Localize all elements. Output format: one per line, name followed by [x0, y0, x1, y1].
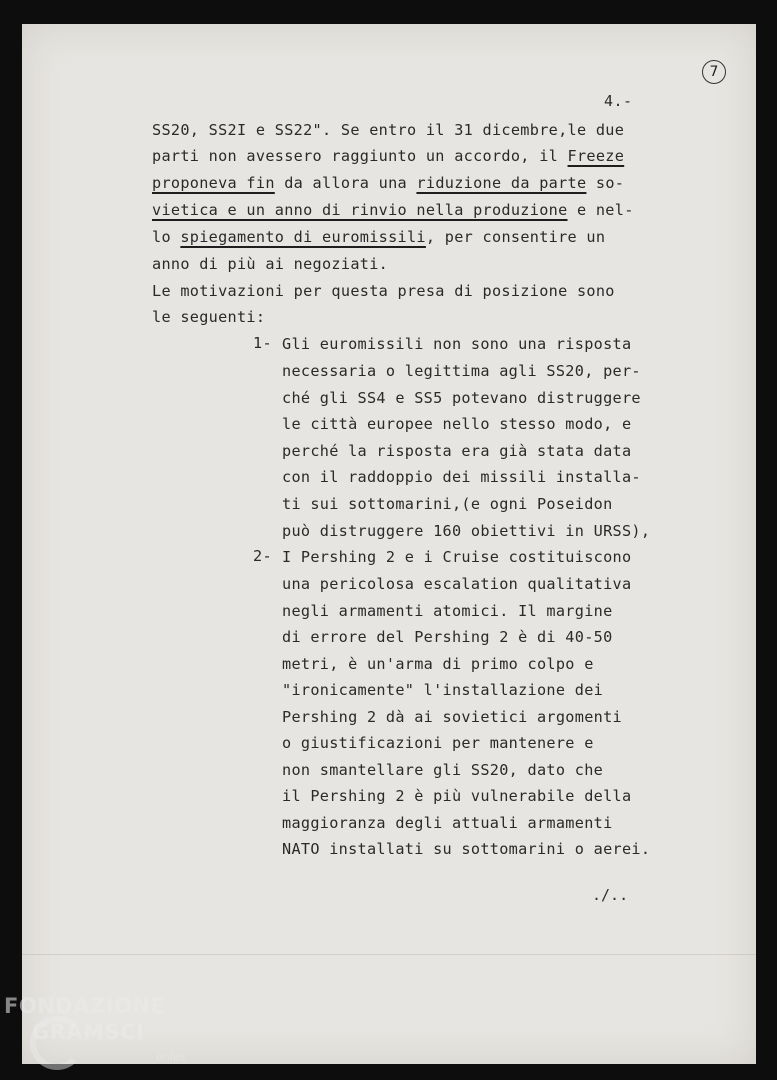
text-segment: , per consentire un — [425, 228, 606, 246]
list-item-line: NATO installati su sottomarini o aerei. — [282, 840, 651, 858]
text-line: anno di più ai negoziati. — [152, 255, 389, 273]
text-segment: da allora una — [274, 174, 417, 192]
list-item-line: di errore del Pershing 2 è di 40-50 — [282, 628, 613, 646]
underlined-text: vietica e un anno di rinvio nella produzione — [152, 201, 568, 219]
document-page — [22, 24, 756, 1064]
paper-fold — [22, 954, 756, 955]
underlined-text: proponeva fin — [152, 174, 275, 192]
list-item-line: Pershing 2 dà ai sovietici argomenti — [282, 708, 622, 726]
list-item-line: con il raddoppio dei missili installa- — [282, 468, 641, 486]
text-segment: parti non avessero raggiunto un accordo, il — [152, 147, 568, 165]
list-number: 2- — [253, 547, 272, 565]
list-item-line: necessaria o legittima agli SS20, per- — [282, 362, 641, 380]
list-item-line: può distruggere 160 obiettivi in URSS), — [282, 522, 651, 540]
list-item-line: ti sui sottomarini,(e ogni Poseidon — [282, 495, 613, 513]
underlined-text: riduzione da parte — [416, 174, 587, 192]
list-item-line: negli armamenti atomici. Il margine — [282, 602, 613, 620]
underlined-text: Freeze — [567, 147, 625, 165]
text-segment: so- — [586, 174, 625, 192]
continuation-mark: ./.. — [592, 886, 629, 904]
list-item-line: le città europee nello stesso modo, e — [282, 415, 632, 433]
list-item-line: o giustificazioni per mantenere e — [282, 734, 594, 752]
text-line — [152, 200, 634, 220]
list-item-line: una pericolosa escalation qualitativa — [282, 575, 632, 593]
text-line — [152, 146, 624, 166]
list-item-line: perché la risposta era già stata data — [282, 442, 632, 460]
list-item-line: metri, è un'arma di primo colpo e — [282, 655, 594, 673]
list-item-line: "ironicamente" l'installazione dei — [282, 681, 604, 699]
text-line: SS20, SS2I e SS22". Se entro il 31 dicembre,le due — [152, 121, 625, 139]
list-item-line: Gli euromissili non sono una risposta — [282, 335, 632, 353]
underlined-text: spiegamento di euromissili — [180, 228, 426, 246]
text-line: Le motivazioni per questa presa di posizione sono — [152, 282, 615, 300]
text-line — [152, 227, 605, 247]
list-number: 1- — [253, 334, 272, 352]
page-number: 4.- — [604, 92, 633, 110]
text-segment: e nel- — [567, 201, 634, 219]
circled-page-number: 7 — [702, 60, 726, 84]
text-line: le seguenti: — [152, 308, 266, 326]
text-line — [152, 173, 624, 193]
list-item-line: maggioranza degli attuali armamenti — [282, 814, 613, 832]
watermark-line3: onlus — [156, 1050, 186, 1063]
watermark-line2: GRAMSCI — [32, 1020, 145, 1044]
text-segment: lo — [152, 228, 181, 246]
watermark-line1: FONDAZIONE — [4, 994, 166, 1018]
list-item-line: I Pershing 2 e i Cruise costituiscono — [282, 548, 632, 566]
list-item-line: ché gli SS4 e SS5 potevano distruggere — [282, 389, 641, 407]
list-item-line: il Pershing 2 è più vulnerabile della — [282, 787, 632, 805]
list-item-line: non smantellare gli SS20, dato che — [282, 761, 604, 779]
